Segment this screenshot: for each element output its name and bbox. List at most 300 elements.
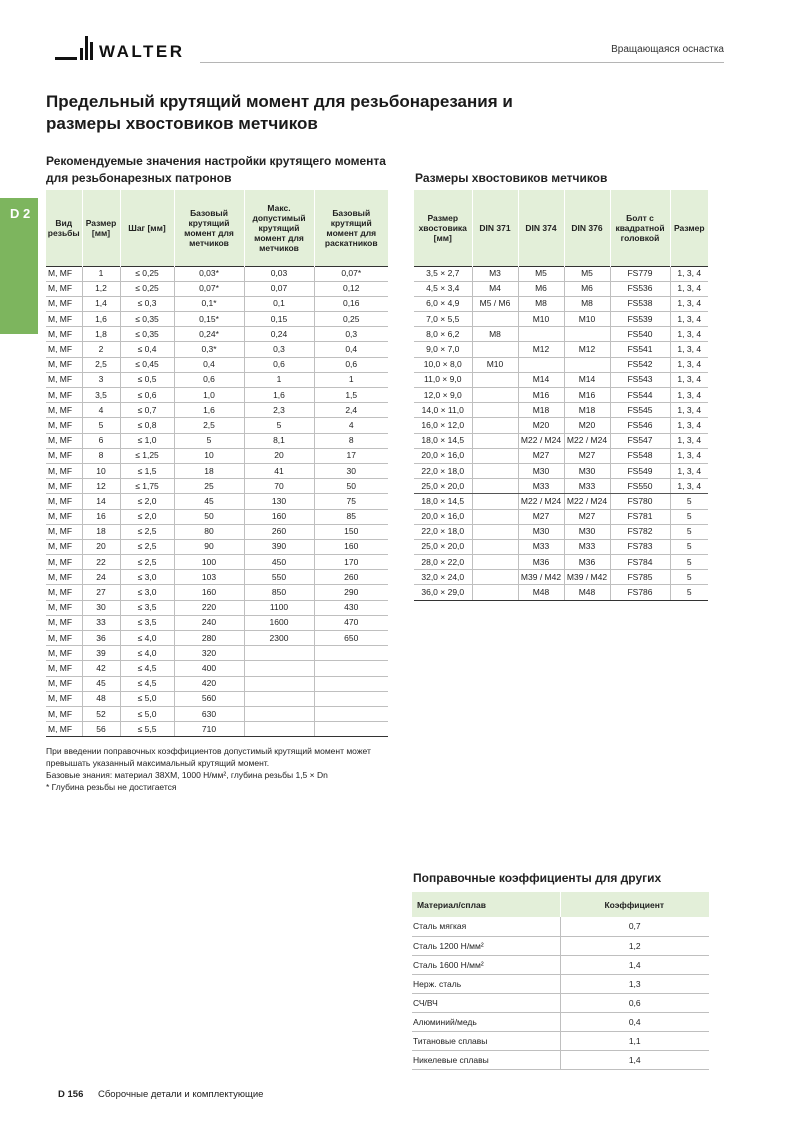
table-cell: FS543	[610, 372, 670, 387]
table-cell: FS536	[610, 281, 670, 296]
torque-table	[46, 190, 388, 737]
table-cell: M6	[564, 281, 610, 296]
table-cell	[314, 706, 388, 721]
table-cell: 7,0 × 5,5	[414, 312, 472, 327]
table-cell: M14	[564, 372, 610, 387]
table-cell: 0,4	[174, 357, 244, 372]
table-cell: 1,2	[82, 281, 120, 296]
table-row	[46, 661, 388, 676]
table-cell: FS547	[610, 433, 670, 448]
table-cell: M22 / M24	[518, 494, 564, 509]
table-cell: 0,6	[314, 357, 388, 372]
table-cell: M10	[472, 357, 518, 372]
table-cell: 5	[670, 494, 708, 509]
column-header: Базовый крутящий момент для метчиков	[174, 190, 244, 266]
table-cell: 1, 3, 4	[670, 312, 708, 327]
column-header: Материал/сплав	[412, 892, 560, 917]
table-cell: 1, 3, 4	[670, 266, 708, 281]
table-cell: 28,0 × 22,0	[414, 555, 472, 570]
table-row	[412, 936, 709, 955]
table-cell: 41	[244, 463, 314, 478]
table-cell: ≤ 3,5	[120, 600, 174, 615]
table-cell: 1,5	[314, 388, 388, 403]
table-cell: M30	[518, 524, 564, 539]
table-cell: ≤ 2,5	[120, 555, 174, 570]
table-cell: 1,4	[560, 1051, 709, 1070]
table-cell: 70	[244, 479, 314, 494]
table-cell: 1,6	[244, 388, 314, 403]
table-cell: M, MF	[46, 585, 82, 600]
table-cell: M16	[518, 388, 564, 403]
table-cell: 1,3	[560, 974, 709, 993]
table-row	[46, 372, 388, 387]
table-cell: M22 / M24	[518, 433, 564, 448]
table-cell: M8	[518, 296, 564, 311]
table-cell: M20	[564, 418, 610, 433]
column-header: Размер [мм]	[82, 190, 120, 266]
column-header: Размер	[670, 190, 708, 266]
table-cell: M12	[564, 342, 610, 357]
table-cell: 1, 3, 4	[670, 403, 708, 418]
table-cell: 32,0 × 24,0	[414, 570, 472, 585]
table-cell: M, MF	[46, 646, 82, 661]
table-cell: 0,1*	[174, 296, 244, 311]
table-cell: M, MF	[46, 418, 82, 433]
table-cell: M, MF	[46, 357, 82, 372]
table-cell: ≤ 2,5	[120, 539, 174, 554]
correction-table-title: Поправочные коэффициенты для других	[413, 871, 662, 885]
table-cell: 280	[174, 631, 244, 646]
table-cell: 6	[82, 433, 120, 448]
table-cell: ≤ 1,25	[120, 448, 174, 463]
table-cell	[244, 722, 314, 737]
table-row	[412, 993, 709, 1012]
table-cell: Титановые сплавы	[412, 1032, 560, 1051]
table-cell	[244, 661, 314, 676]
table-cell: M, MF	[46, 342, 82, 357]
table-cell: 25,0 × 20,0	[414, 479, 472, 494]
table-cell: 25	[174, 479, 244, 494]
table-cell: 5	[174, 433, 244, 448]
table-cell: M27	[564, 509, 610, 524]
table-cell: FS550	[610, 479, 670, 494]
torque-notes	[46, 745, 406, 793]
table-row	[46, 524, 388, 539]
table-cell: 0,3	[314, 327, 388, 342]
table-cell: 2	[82, 342, 120, 357]
table-cell: 1, 3, 4	[670, 281, 708, 296]
table-cell: M, MF	[46, 312, 82, 327]
table-cell: 130	[244, 494, 314, 509]
table-row	[46, 388, 388, 403]
table-row	[46, 327, 388, 342]
table-cell: M16	[564, 388, 610, 403]
table-cell: СЧ/ВЧ	[412, 993, 560, 1012]
table-cell: ≤ 0,6	[120, 388, 174, 403]
column-header: DIN 374	[518, 190, 564, 266]
table-cell: M, MF	[46, 327, 82, 342]
table-cell: 12	[82, 479, 120, 494]
table-cell: FS782	[610, 524, 670, 539]
table-cell: 1,6	[174, 403, 244, 418]
table-cell: 52	[82, 706, 120, 721]
table-cell: ≤ 0,4	[120, 342, 174, 357]
table-row	[46, 448, 388, 463]
table-cell: Сталь 1200 Н/мм²	[412, 936, 560, 955]
table-cell: 18,0 × 14,5	[414, 494, 472, 509]
table-cell: 22,0 × 18,0	[414, 463, 472, 478]
table-cell: 30	[82, 600, 120, 615]
table-cell: M30	[518, 463, 564, 478]
table-row	[46, 600, 388, 615]
table-cell: ≤ 2,5	[120, 524, 174, 539]
table-row	[414, 479, 708, 494]
table-row	[46, 494, 388, 509]
table-cell: 50	[314, 479, 388, 494]
table-cell: 400	[174, 661, 244, 676]
table-cell: ≤ 3,0	[120, 570, 174, 585]
table-cell: 0,03*	[174, 266, 244, 281]
table-cell	[314, 676, 388, 691]
table-cell: ≤ 0,35	[120, 312, 174, 327]
table-row	[46, 463, 388, 478]
table-row	[46, 281, 388, 296]
table-cell: 0,24*	[174, 327, 244, 342]
table-cell	[564, 357, 610, 372]
table-cell: M, MF	[46, 706, 82, 721]
table-cell: 0,6	[174, 372, 244, 387]
table-cell: M27	[564, 448, 610, 463]
table-cell: 9,0 × 7,0	[414, 342, 472, 357]
table-cell: 8,0 × 6,2	[414, 327, 472, 342]
table-cell: 3	[82, 372, 120, 387]
table-cell: Сталь мягкая	[412, 917, 560, 936]
table-cell: 710	[174, 722, 244, 737]
table-cell: M, MF	[46, 266, 82, 281]
table-cell: 10	[82, 463, 120, 478]
table-cell: 4	[82, 403, 120, 418]
table-cell: 0,07	[244, 281, 314, 296]
table-cell: M, MF	[46, 479, 82, 494]
table-cell: 0,3*	[174, 342, 244, 357]
table-cell: M14	[518, 372, 564, 387]
table-cell: FS785	[610, 570, 670, 585]
table-cell: 48	[82, 691, 120, 706]
table-cell: 260	[244, 524, 314, 539]
table-row	[46, 585, 388, 600]
table-cell	[472, 570, 518, 585]
table-cell: 90	[174, 539, 244, 554]
table-cell	[472, 448, 518, 463]
shank-table-header-row	[414, 190, 708, 266]
table-cell: M30	[564, 524, 610, 539]
table-cell	[472, 509, 518, 524]
table-cell	[472, 403, 518, 418]
table-cell: M, MF	[46, 539, 82, 554]
column-header: Шаг [мм]	[120, 190, 174, 266]
table-cell: 50	[174, 509, 244, 524]
table-cell: 2,5	[174, 418, 244, 433]
table-cell: 22,0 × 18,0	[414, 524, 472, 539]
table-cell: ≤ 1,75	[120, 479, 174, 494]
table-cell: 3,5	[82, 388, 120, 403]
table-cell: 4,5 × 3,4	[414, 281, 472, 296]
table-cell: FS784	[610, 555, 670, 570]
table-row	[414, 312, 708, 327]
logo-line-mark	[55, 57, 77, 60]
table-cell	[472, 418, 518, 433]
table-cell: 1,0	[174, 388, 244, 403]
table-cell	[518, 327, 564, 342]
table-cell: 2,4	[314, 403, 388, 418]
table-cell: ≤ 3,5	[120, 615, 174, 630]
table-cell: 1	[244, 372, 314, 387]
table-cell: M12	[518, 342, 564, 357]
chapter-tab	[0, 198, 38, 334]
table-cell: 14,0 × 11,0	[414, 403, 472, 418]
table-cell: 80	[174, 524, 244, 539]
table-cell: Сталь 1600 Н/мм²	[412, 955, 560, 974]
table-row	[414, 388, 708, 403]
table-cell	[472, 479, 518, 494]
table-cell: 0,7	[560, 917, 709, 936]
table-row	[46, 342, 388, 357]
table-cell: 18	[82, 524, 120, 539]
column-header: Коэффициент	[560, 892, 709, 917]
table-cell: M4	[472, 281, 518, 296]
table-cell: M, MF	[46, 661, 82, 676]
table-cell: 550	[244, 570, 314, 585]
table-cell	[472, 524, 518, 539]
table-cell: 5	[670, 555, 708, 570]
table-row	[46, 539, 388, 554]
table-cell: M27	[518, 509, 564, 524]
table-cell: M33	[518, 539, 564, 554]
table-cell	[472, 388, 518, 403]
table-cell: 36,0 × 29,0	[414, 585, 472, 600]
table-cell: Алюминий/медь	[412, 1012, 560, 1031]
table-cell: FS786	[610, 585, 670, 600]
table-row	[414, 539, 708, 554]
table-cell: M10	[564, 312, 610, 327]
table-cell: 0,6	[244, 357, 314, 372]
table-cell: 1	[82, 266, 120, 281]
table-cell: ≤ 0,8	[120, 418, 174, 433]
column-header: Болт с квадратной головкой	[610, 190, 670, 266]
table-cell: M8	[564, 296, 610, 311]
table-cell: ≤ 4,5	[120, 676, 174, 691]
table-cell: ≤ 5,5	[120, 722, 174, 737]
table-cell: M, MF	[46, 509, 82, 524]
table-cell: M8	[472, 327, 518, 342]
table-row	[414, 357, 708, 372]
table-row	[414, 342, 708, 357]
table-cell: 11,0 × 9,0	[414, 372, 472, 387]
table-cell: 320	[174, 646, 244, 661]
header-divider	[200, 62, 724, 63]
table-cell: 5	[670, 509, 708, 524]
table-cell: 1,2	[560, 936, 709, 955]
table-cell: 650	[314, 631, 388, 646]
table-cell: M, MF	[46, 524, 82, 539]
table-cell: M, MF	[46, 372, 82, 387]
torque-table-header-row	[46, 190, 388, 266]
table-row	[46, 509, 388, 524]
table-cell	[472, 539, 518, 554]
table-cell: 100	[174, 555, 244, 570]
table-cell: ≤ 1,0	[120, 433, 174, 448]
table-cell: M, MF	[46, 631, 82, 646]
table-cell: M, MF	[46, 691, 82, 706]
table-row	[414, 418, 708, 433]
table-cell: 14	[82, 494, 120, 509]
table-cell: 6,0 × 4,9	[414, 296, 472, 311]
table-cell: 1, 3, 4	[670, 388, 708, 403]
table-cell: 1, 3, 4	[670, 342, 708, 357]
table-cell: ≤ 4,5	[120, 661, 174, 676]
table-cell: M, MF	[46, 281, 82, 296]
table-cell: ≤ 5,0	[120, 691, 174, 706]
table-cell: 0,12	[314, 281, 388, 296]
table-cell: 10	[174, 448, 244, 463]
table-cell: ≤ 3,0	[120, 585, 174, 600]
table-cell	[472, 555, 518, 570]
table-cell: 17	[314, 448, 388, 463]
table-cell: ≤ 0,45	[120, 357, 174, 372]
table-cell: 1, 3, 4	[670, 372, 708, 387]
table-cell: 0,1	[244, 296, 314, 311]
table-row	[46, 357, 388, 372]
column-header: DIN 371	[472, 190, 518, 266]
table-cell: 103	[174, 570, 244, 585]
table-cell: 45	[174, 494, 244, 509]
table-cell: 0,16	[314, 296, 388, 311]
table-row	[46, 706, 388, 721]
table-cell: ≤ 2,0	[120, 509, 174, 524]
table-cell: M6	[518, 281, 564, 296]
table-cell: 16,0 × 12,0	[414, 418, 472, 433]
table-cell: M18	[564, 403, 610, 418]
table-cell: ≤ 4,0	[120, 646, 174, 661]
table-row	[414, 524, 708, 539]
table-cell: M, MF	[46, 722, 82, 737]
table-cell: 0,15	[244, 312, 314, 327]
table-cell	[518, 357, 564, 372]
table-cell: ≤ 4,0	[120, 631, 174, 646]
table-cell: 5	[670, 570, 708, 585]
table-cell: 33	[82, 615, 120, 630]
table-row	[414, 372, 708, 387]
table-cell	[472, 463, 518, 478]
table-row	[46, 403, 388, 418]
table-row	[414, 555, 708, 570]
table-cell: M, MF	[46, 463, 82, 478]
note-text: * Глубина резьбы не достигается	[46, 782, 177, 792]
table-cell: M33	[564, 539, 610, 554]
table-cell: 2,3	[244, 403, 314, 418]
table-row	[46, 479, 388, 494]
note-text: При введении поправочных коэффициентов допустимый крутящий момент может превышать указанный максимальный крутящий момент.	[46, 746, 371, 768]
table-cell: 20	[82, 539, 120, 554]
table-cell: M, MF	[46, 600, 82, 615]
table-cell: 160	[174, 585, 244, 600]
table-cell: M, MF	[46, 403, 82, 418]
table-cell: ≤ 1,5	[120, 463, 174, 478]
table-cell	[472, 433, 518, 448]
table-cell: M5	[564, 266, 610, 281]
table-cell: M33	[564, 479, 610, 494]
column-header: Размер хвостовика [мм]	[414, 190, 472, 266]
table-cell: 630	[174, 706, 244, 721]
table-row	[46, 296, 388, 311]
table-cell: FS540	[610, 327, 670, 342]
table-row	[46, 555, 388, 570]
table-cell	[314, 691, 388, 706]
table-cell: 1, 3, 4	[670, 433, 708, 448]
table-cell	[472, 312, 518, 327]
torque-table-title: Рекомендуемые значения настройки крутящего момента для резьбонарезных патронов	[46, 154, 386, 185]
table-cell: 2300	[244, 631, 314, 646]
table-cell: ≤ 0,25	[120, 266, 174, 281]
table-cell: 160	[314, 539, 388, 554]
table-row	[412, 917, 709, 936]
table-cell: 42	[82, 661, 120, 676]
table-cell: 1, 3, 4	[670, 357, 708, 372]
section-name: Вращающаяся оснастка	[611, 44, 724, 55]
table-cell: 850	[244, 585, 314, 600]
logo-wordmark: WALTER	[99, 42, 185, 61]
table-cell: ≤ 0,35	[120, 327, 174, 342]
table-cell: M30	[564, 463, 610, 478]
table-cell: M48	[518, 585, 564, 600]
table-row	[414, 296, 708, 311]
table-cell	[564, 327, 610, 342]
table-cell	[472, 342, 518, 357]
table-cell: Нерж. сталь	[412, 974, 560, 993]
table-row	[414, 448, 708, 463]
table-cell: M20	[518, 418, 564, 433]
table-cell: M48	[564, 585, 610, 600]
table-cell: 24	[82, 570, 120, 585]
table-cell	[314, 646, 388, 661]
page-number: D 156	[58, 1089, 84, 1100]
table-cell: 5	[82, 418, 120, 433]
table-row	[46, 646, 388, 661]
table-row	[46, 418, 388, 433]
table-cell: FS783	[610, 539, 670, 554]
table-cell: M3	[472, 266, 518, 281]
table-cell: 20,0 × 16,0	[414, 448, 472, 463]
table-cell: 150	[314, 524, 388, 539]
table-cell: FS541	[610, 342, 670, 357]
table-cell: M10	[518, 312, 564, 327]
table-cell: M22 / M24	[564, 494, 610, 509]
table-cell: M27	[518, 448, 564, 463]
note-text: Базовые знания: материал 38ХМ, 1000 Н/мм², глубина резьбы 1,5 × Dn	[46, 770, 328, 780]
table-cell: 1	[314, 372, 388, 387]
table-cell: ≤ 0,7	[120, 403, 174, 418]
table-cell: 5	[670, 539, 708, 554]
table-row	[412, 974, 709, 993]
table-cell: 16	[82, 509, 120, 524]
table-cell: 1100	[244, 600, 314, 615]
table-cell: 36	[82, 631, 120, 646]
table-row	[414, 266, 708, 281]
table-row	[46, 631, 388, 646]
table-cell: 8,1	[244, 433, 314, 448]
table-cell: M, MF	[46, 615, 82, 630]
table-cell: FS781	[610, 509, 670, 524]
